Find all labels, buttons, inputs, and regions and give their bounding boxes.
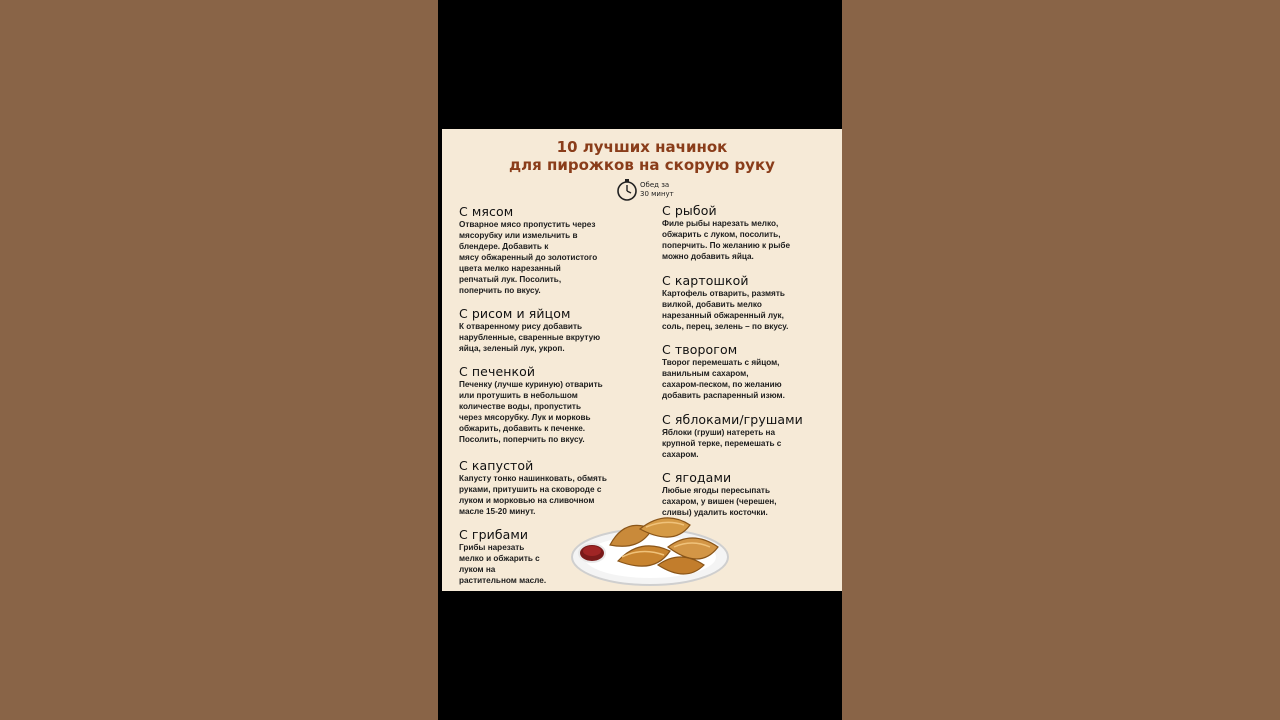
section-text: Яблоки (груши) натереть на крупной терке, перемешать с сахаром.: [662, 428, 782, 459]
recipe-card: [442, 129, 842, 591]
section-heading: С печенкой: [459, 364, 536, 379]
section-text: Печенку (лучше куриную) отварить или протушить в небольшом количестве воды, пропустить через мясорубку. Лук и морковь обжарить, добавить к печенке. Посолить, поперчить по вкусу.: [459, 380, 603, 444]
blurred-backdrop-left: [0, 0, 438, 720]
section-potato: [662, 273, 840, 332]
pies-plate-illustration: [570, 507, 730, 591]
section-heading: С грибами: [459, 527, 529, 542]
section-heading: С ягодами: [662, 470, 732, 485]
section-mushrooms: [459, 527, 579, 586]
section-heading: С яблоками/грушами: [662, 412, 803, 427]
section-text: Капусту тонко нашинковать, обмять руками, притушить на сковороде с луком и морковью на сливочном масле 15-20 минут.: [459, 474, 607, 516]
section-heading: С мясом: [459, 204, 514, 219]
timer-label: Обед за 30 минут: [640, 181, 674, 198]
section-text: К отваренному рису добавить нарубленные, сваренные вкрутую яйца, зеленый лук, укроп.: [459, 322, 601, 353]
section-heading: С рисом и яйцом: [459, 306, 571, 321]
section-fish: [662, 203, 840, 262]
section-text: Любые ягоды пересыпать сахаром, у вишен (черешен, сливы) удалить косточки.: [662, 486, 777, 517]
section-text: Филе рыбы нарезать мелко, обжарить с луком, посолить, поперчить. По желанию к рыбе можно добавить яйца.: [662, 219, 791, 261]
stopwatch-icon: [616, 178, 638, 202]
card-title-line1: 10 лучших начинок: [556, 138, 728, 156]
section-heading: С картошкой: [662, 273, 749, 288]
card-title-line2: для пирожков на скорую руку: [509, 156, 775, 174]
section-rice-egg: [459, 306, 659, 354]
section-liver: [459, 364, 659, 445]
section-heading: С капустой: [459, 458, 534, 473]
section-heading: С творогом: [662, 342, 738, 357]
timer-badge: [616, 178, 676, 202]
section-heading: С рыбой: [662, 203, 717, 218]
blurred-backdrop-right: [842, 0, 1280, 720]
section-text: Отварное мясо пропустить через мясорубку или измельчить в блендере. Добавить к мясу обжаренный до золотистого цвета мелко нарезанный репчатый лук. Посолить, поперчить по вкусу.: [459, 220, 598, 295]
section-meat: [459, 204, 659, 296]
section-cottage-cheese: [662, 342, 840, 401]
section-text: Творог перемешать с яйцом, ванильным сахаром, сахаром-песком, по желанию добавить распаренный изюм.: [662, 358, 785, 400]
section-text: Грибы нарезать мелко и обжарить с луком на растительном масле.: [459, 543, 547, 585]
section-text: Картофель отварить, размять вилкой, добавить мелко нарезанный обжаренный лук, соль, перец, зелень – по вкусу.: [662, 289, 789, 331]
section-apples-pears: [662, 412, 840, 460]
